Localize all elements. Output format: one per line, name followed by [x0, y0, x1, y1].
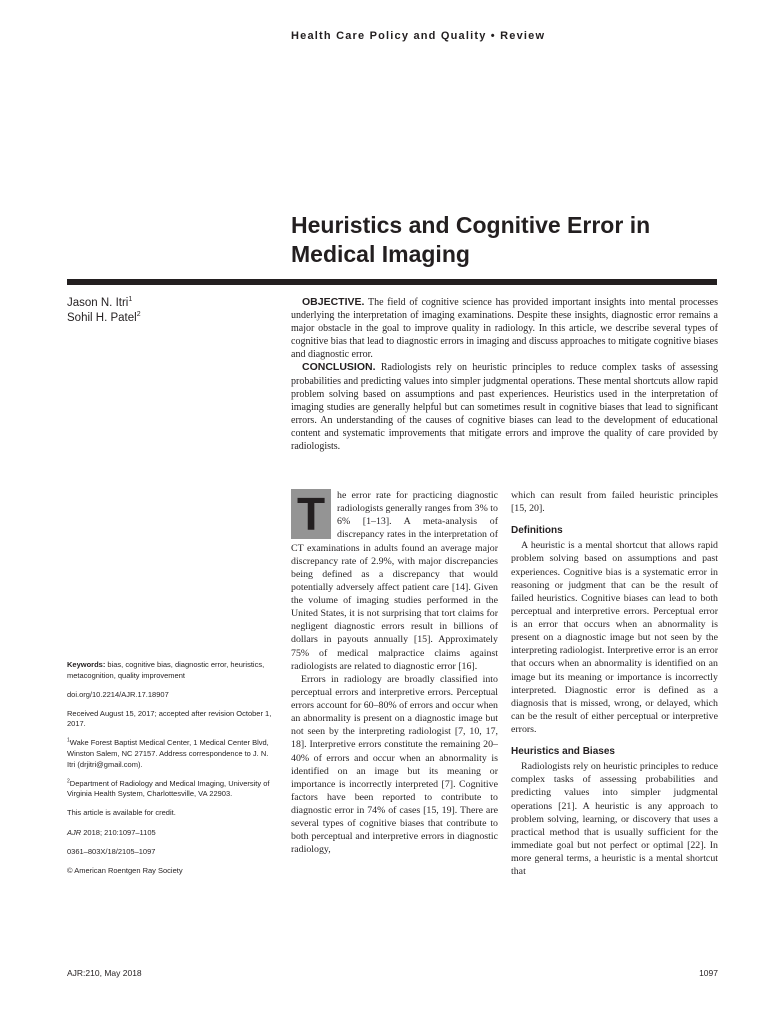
section-heading-definitions: Definitions	[511, 525, 563, 537]
conclusion-label: CONCLUSION.	[302, 361, 376, 374]
body-column-1	[291, 489, 498, 857]
keywords-label: Keywords:	[67, 660, 106, 669]
continued-paragraph: which can result from failed heuristic principles [15, 20].	[511, 490, 718, 515]
affiliation-1-text: Wake Forest Baptist Medical Center, 1 Medical Center Blvd, Winston Salem, NC 27157. Address correspondence to J. N. Itri (drjitri@gmail.com).	[67, 738, 269, 769]
affiliation-2	[67, 779, 277, 800]
abstract-conclusion	[291, 361, 718, 453]
affiliation-1	[67, 738, 277, 770]
credit-note: This article is available for credit.	[67, 808, 176, 818]
citation	[67, 828, 277, 839]
running-header: Health Care Policy and Quality • Review	[291, 30, 546, 42]
received-dates: Received August 15, 2017; accepted after revision October 1, 2017.	[67, 708, 272, 729]
doi-link[interactable]: doi.org/10.2214/AJR.17.18907	[67, 689, 169, 699]
intro-text: he error rate for practicing diagnostic radiologists generally ranges from 3% to 6% [1–13]. A meta-analysis of discrepancy rates in the interpretation of CT examinations in adults found an average major discrepancy rate of 2.9%, with major discrepancies being defined as a discrepancy that would potentially adversely affect patient care [14]. Given the volume of imaging studies performed in the United States, it is not surprising that tort claims for negligent diagnostic errors result in billions of dollars in payouts annually [15]. Approximately 75% of medical malpractice claims against radiologists are related to diagnostic error [16].	[291, 490, 498, 672]
title-rule	[67, 279, 717, 285]
citation-details: 2018; 210:1097–1105	[81, 827, 156, 837]
citation-journal: AJR	[67, 827, 82, 837]
objective-label: OBJECTIVE.	[302, 296, 365, 308]
intro-paragraph	[291, 489, 498, 673]
abstract	[291, 296, 718, 453]
issn: 0361–803X/18/2105–1097	[67, 846, 156, 856]
drop-cap: T	[291, 489, 331, 539]
footer-journal-issue: AJR:210, May 2018	[67, 968, 142, 978]
copyright: © American Roentgen Ray Society	[67, 865, 183, 875]
heuristics-paragraph: Radiologists rely on heuristic principles to reduce complex tasks of assessing probabilities and predicting values into simpler judgmental operations [21]. A heuristic is any approach to problem solving, learning, or discovery that uses a practical method that is usually sufficient for the immediate goal but not perfect or optimal [22]. In more general terms, a heuristic is a mental shortcut that	[511, 761, 718, 878]
body-column-2	[511, 489, 718, 878]
article-info-sidebar	[67, 660, 277, 885]
affiliation-mark: 1	[128, 296, 133, 304]
keywords-text: bias, cognitive bias, diagnostic error, heuristics, metacognition, quality improvement	[67, 660, 265, 680]
affiliation-mark: 1	[67, 737, 70, 744]
author-list	[67, 296, 141, 326]
affiliation-mark: 2	[67, 778, 70, 785]
affiliation-2-text: Department of Radiology and Medical Imaging, University of Virginia Health System, Charlottesville, VA 22903.	[67, 778, 270, 799]
author-name: Jason N. Itri	[67, 297, 129, 309]
abstract-objective	[291, 296, 718, 361]
errors-paragraph: Errors in radiology are broadly classified into perceptual errors and interpretive errors. Perceptual errors account for 60–80% of errors and occur when an abnormality is present on a diagnostic image but not seen by the interpreting radiologist [7, 10, 17, 18]. Interpretive errors constitute the remaining 20–40% of errors and occur when an abnormality is identified on an image but its meaning or importance is incorrectly interpreted [7]. Cognitive factors have been reported to contribute to diagnostic error in 74% of cases [15, 19]. There are several types of cognitive biases that contribute to both perceptual and interpretive errors in diagnostic radiology,	[291, 673, 498, 856]
definitions-paragraph: A heuristic is a mental shortcut that allows rapid problem solving based on assumptions and past experiences. Cognitive bias is a systematic error in reasoning or judgment that can be the result of failed heuristics. Cognitive biases can lead to both perceptual and interpretive errors. Perceptual error is an error that occurs when an abnormality is present on a diagnostic image but not seen by the interpreting radiologist. Interpretive error is an error that occurs when an abnormality is identified on an image but its meaning or importance is incorrectly interpreted. Diagnostic error is defined as a diagnosis that is missed, wrong, or delayed, which can be the result of either perceptual or interpretive errors.	[511, 540, 718, 735]
author-item	[67, 311, 141, 326]
conclusion-text: Radiologists rely on heuristic principles to reduce complex tasks of assessing probabilities and predicting values into simpler judgmental operations. These mental shortcuts allow rapid problem solving based on assumptions and past experiences. Heuristics used in the interpretation of imaging studies are generally helpful but can sometimes result in cognitive biases that lead to significant errors. An understanding of the causes of cognitive biases can lead to the development of educational content and systematic improvements that mitigate errors and improve the quality of care provided by radiologists.	[291, 362, 718, 453]
keywords	[67, 660, 277, 681]
author-name: Sohil H. Patel	[67, 312, 137, 324]
section-heading-heuristics: Heuristics and Biases	[511, 746, 615, 758]
article-title: Heuristics and Cognitive Error in Medical Imaging	[291, 212, 651, 267]
objective-text: The field of cognitive science has provided important insights into mental processes underlying the interpretation of imaging examinations. Despite these insights, diagnostic error remains a major obstacle in the goal to improve quality in radiology. In this article, we describe several types of cognitive bias that lead to diagnostic errors in imaging and discuss approaches to mitigate cognitive biases and diagnostic error.	[291, 297, 718, 361]
page-number: 1097	[699, 968, 718, 978]
affiliation-mark: 2	[136, 311, 141, 319]
author-item	[67, 296, 141, 311]
